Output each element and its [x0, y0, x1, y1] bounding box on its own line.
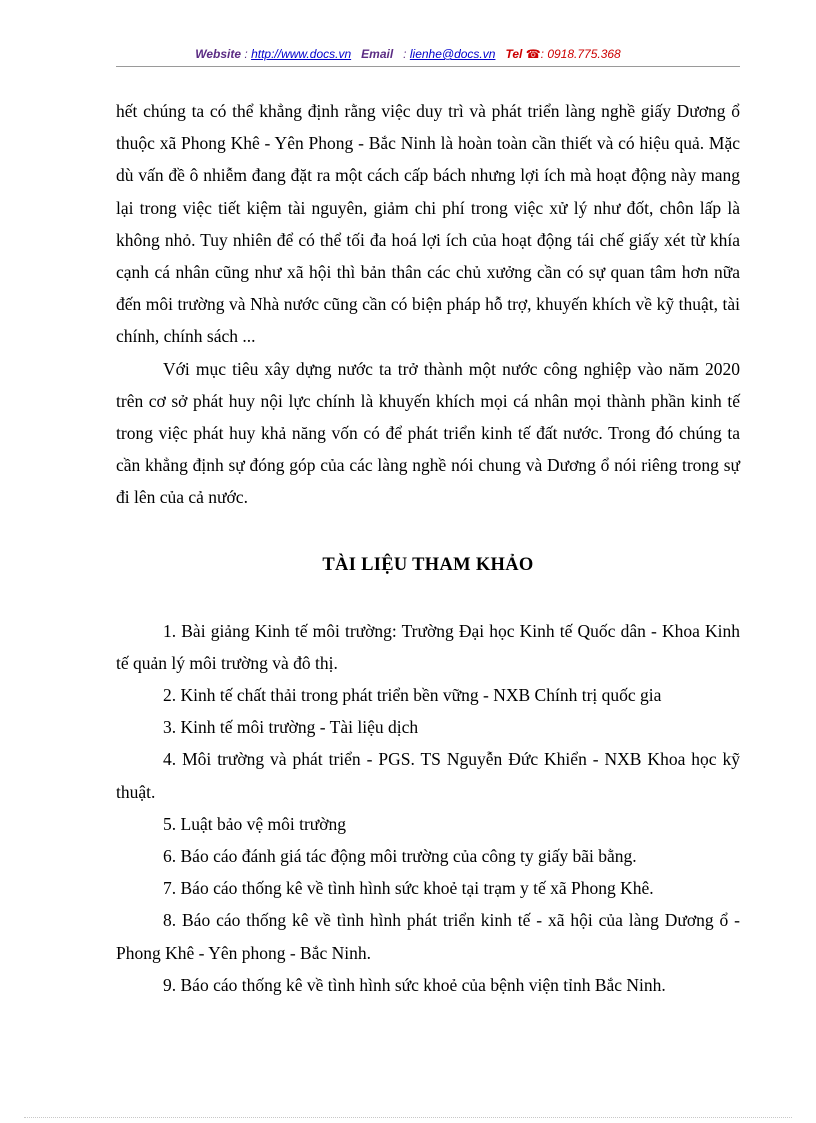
- reference-item: 7. Báo cáo thống kê về tình hình sức khoẻ tại trạm y tế xã Phong Khê.: [163, 878, 654, 899]
- body-paragraph-2: Với mục tiêu xây dựng nước ta trở thành một nước công nghiệp vào năm 2020 trên cơ sở phát huy nội lực chính là khuyến khích mọi cá nhân mọi thành phần kinh tế trong việc phát huy khả năng vốn có để phát triển kinh tế đất nước. Trong đó chúng ta cần khẳng định sự đóng góp của các làng nghề nói chung và Dương ổ nói riêng trong sự đi lên của cả nước.: [116, 358, 740, 508]
- reference-item: 9. Báo cáo thống kê về tình hình sức khoẻ của bệnh viện tỉnh Bắc Ninh.: [163, 974, 666, 995]
- website-link[interactable]: http://www.docs.vn: [251, 47, 352, 61]
- reference-item: 1. Bài giảng Kinh tế môi trường: Trường Đại học Kinh tế Quốc dân - Khoa Kinh tế quản lý môi trường và đô thị.: [116, 620, 740, 673]
- email-link[interactable]: lienhe@docs.vn: [409, 47, 496, 61]
- header-divider: [116, 66, 740, 67]
- website-colon: :: [244, 47, 248, 61]
- phone-icon: ☎: [525, 47, 541, 61]
- reference-item: 3. Kinh tế môi trường - Tài liệu dịch: [163, 717, 419, 738]
- document-body: [116, 95, 740, 1001]
- email-colon: :: [403, 47, 407, 61]
- page-header: [0, 47, 816, 61]
- reference-item: 4. Môi trường và phát triển - PGS. TS Nguyễn Đức Khiển - NXB Khoa học kỹ thuật.: [116, 749, 740, 802]
- reference-item: 2. Kinh tế chất thải trong phát triển bền vững - NXB Chính trị quốc gia: [163, 685, 662, 706]
- email-label: Email: [361, 47, 394, 61]
- references-title: TÀI LIỆU THAM KHẢO: [322, 554, 534, 575]
- phone-number: : 0918.775.368: [540, 47, 621, 61]
- references-list: [116, 615, 740, 1001]
- reference-item: 5. Luật bảo vệ môi trường: [163, 813, 347, 834]
- website-label: Website: [195, 47, 242, 61]
- tel-label: Tel: [505, 47, 523, 61]
- footer-divider: [24, 1117, 792, 1118]
- body-paragraph-1: hết chúng ta có thể khẳng định rằng việc duy trì và phát triển làng nghề giấy Dương ổ thuộc xã Phong Khê - Yên Phong - Bắc Ninh là hoàn toàn cần thiết và có hiệu quả. Mặc dù vấn đề ô nhiễm đang đặt ra một cách cấp bách nhưng lợi ích mà hoạt động này mang lại trong việc tiết kiệm tài nguyên, giảm chi phí trong việc xử lý như đốt, chôn lấp là không nhỏ. Tuy nhiên để có thể tối đa hoá lợi ích của hoạt động tái chế giấy xét từ khía cạnh cá nhân cũng như xã hội thì bản thân các chủ xưởng cần có sự quan tâm hơn nữa đến môi trường và Nhà nước cũng cần có biện pháp hỗ trợ, khuyến khích về kỹ thuật, tài chính, chính sách ...: [116, 101, 740, 347]
- reference-item: 6. Báo cáo đánh giá tác động môi trường của công ty giấy bãi bằng.: [163, 846, 637, 867]
- reference-item: 8. Báo cáo thống kê về tình hình phát triển kinh tế - xã hội của làng Dương ổ - Phong Khê - Yên phong - Bắc Ninh.: [116, 910, 740, 963]
